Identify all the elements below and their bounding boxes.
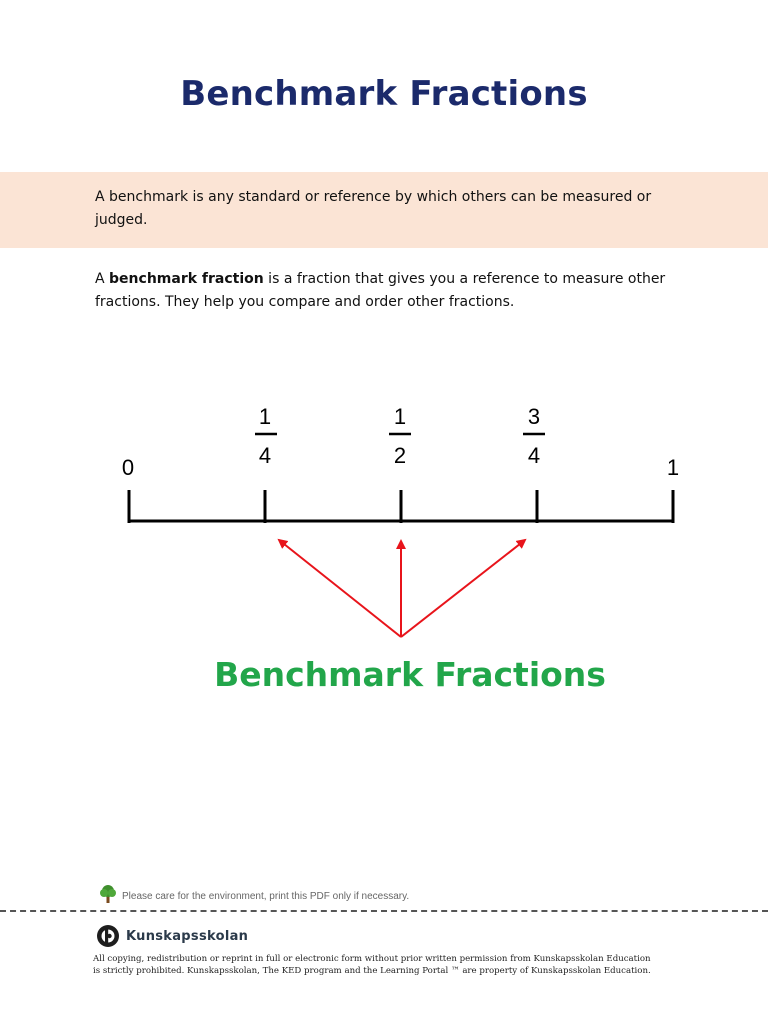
fraction-quarter-denominator: 4 bbox=[258, 443, 272, 468]
kunskapsskolan-logo-icon bbox=[96, 924, 120, 948]
fraction-three-quarters-denominator: 4 bbox=[527, 443, 541, 468]
label-one: 1 bbox=[666, 455, 680, 480]
definition-text: A benchmark is any standard or reference by which others can be measured or judged. bbox=[95, 189, 652, 228]
arrow-to-quarter bbox=[279, 540, 401, 637]
arrow-to-three-quarters bbox=[401, 540, 525, 637]
fraction-three-quarters-numerator: 3 bbox=[527, 404, 541, 429]
intro-paragraph bbox=[95, 268, 695, 314]
footer-divider bbox=[0, 910, 768, 912]
benchmark-fractions-label: Benchmark Fractions bbox=[214, 655, 606, 694]
intro-bold-term: benchmark fraction bbox=[109, 271, 264, 287]
number-line-diagram bbox=[0, 380, 768, 650]
page-title: Benchmark Fractions bbox=[180, 74, 588, 114]
fraction-half-numerator: 1 bbox=[393, 404, 407, 429]
fraction-half-denominator: 2 bbox=[393, 443, 407, 468]
label-zero: 0 bbox=[121, 455, 135, 480]
copyright-notice: All copying, redistribution or reprint in full or electronic form without prior written permission from Kunskapsskolan Education is strictly prohibited. Kunskapsskolan, The KED program and the Learning Portal ™ are property of Kunskapsskolan Education. bbox=[93, 954, 651, 976]
fraction-quarter-numerator: 1 bbox=[258, 404, 272, 429]
environment-note bbox=[98, 884, 409, 904]
intro-suffix: is a fraction that gives you a reference to measure other fractions. They help you compare and order other fractions. bbox=[95, 271, 666, 310]
intro-prefix: A bbox=[95, 271, 110, 287]
brand-logo bbox=[96, 924, 248, 948]
brand-name: Kunskapsskolan bbox=[126, 928, 249, 944]
tree-icon bbox=[98, 884, 118, 904]
environment-note-text: Please care for the environment, print this PDF only if necessary. bbox=[122, 890, 410, 902]
